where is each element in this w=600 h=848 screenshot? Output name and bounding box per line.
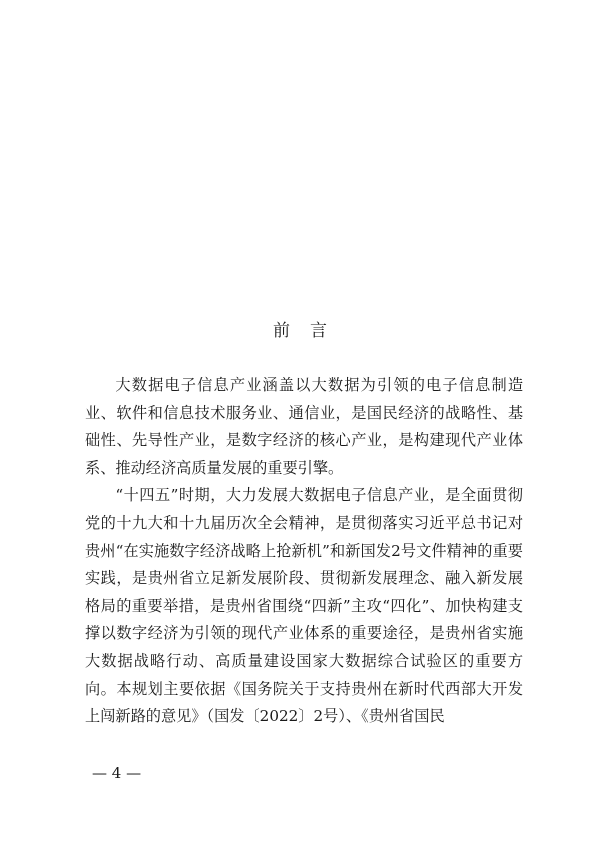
section-heading: 前言 — [273, 321, 347, 341]
body-text — [85, 372, 523, 731]
paragraph-2: “十四五”时期，大力发展大数据电子信息产业，是全面贯彻党的十九大和十九届历次全会精神，是贯彻落实习近平总书记对贵州“在实施数字经济战略上抢新机”和新国发2号文件精神的重要实践，是贵州省立足新发展阶段、贯彻新发展理念、融入新发展格局的重要举措，是贵州省围绕“四新”主攻“四化”、加快构建支撑以数字经济为引领的现代产业体系的重要途径，是贵州省实施大数据战略行动、高质量建设国家大数据综合试验区的重要方向。本规划主要依据《国务院关于支持贵州在新时代西部大开发上闯新路的意见》（国发〔2022〕2号）、《贵州省国民 — [85, 486, 523, 726]
paragraph-1: 大数据电子信息产业涵盖以大数据为引领的电子信息制造业、软件和信息技术服务业、通信业，是国民经济的战略性、基础性、先导性产业，是数字经济的核心产业，是构建现代产业体系、推动经济高质量发展的重要引擎。 — [85, 376, 523, 477]
page-number: — 4 — — [92, 764, 142, 782]
